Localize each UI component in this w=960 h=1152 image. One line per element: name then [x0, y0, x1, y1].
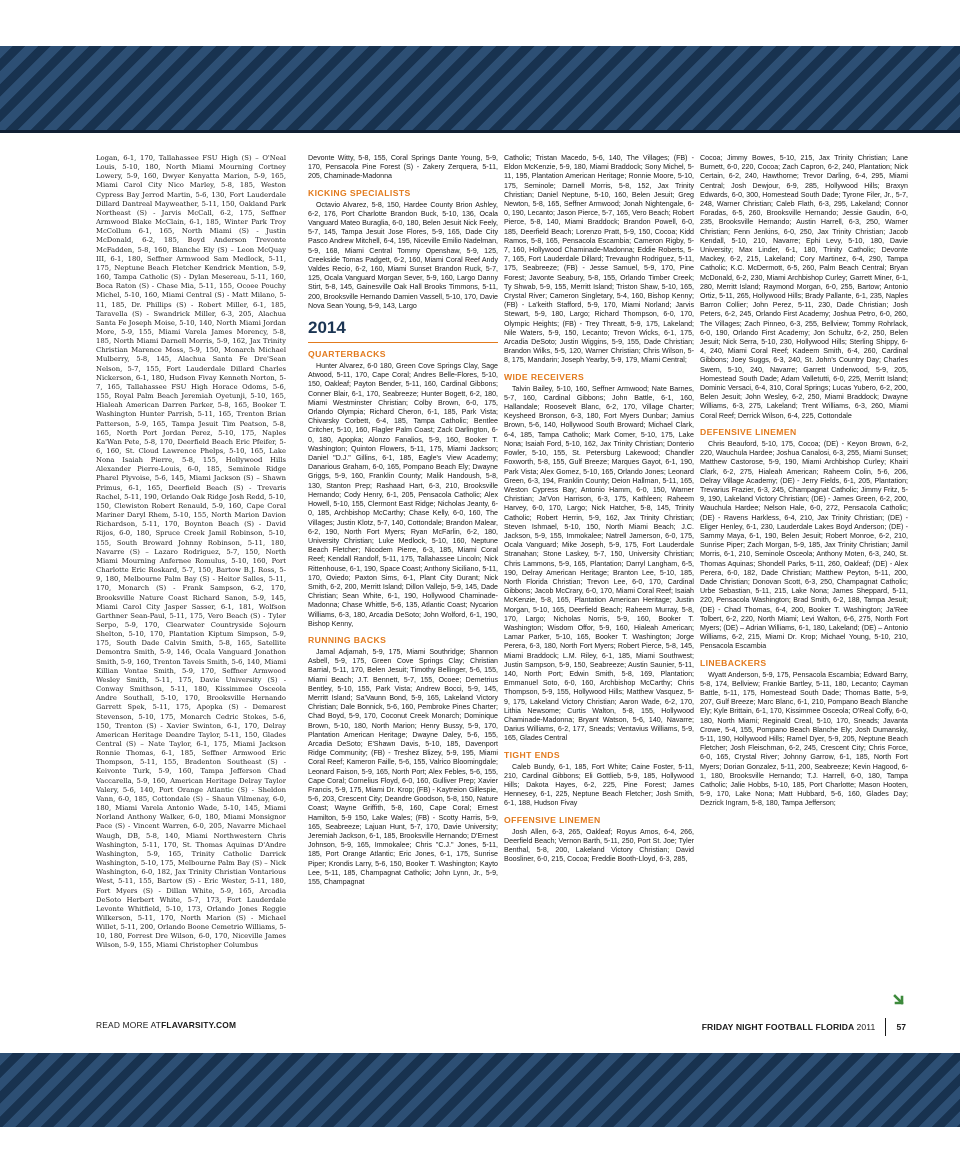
quarterbacks-list: Hunter Alvarez, 6-0 180, Green Cove Springs Clay, Sage Atwood, 5-11, 170, Cape Coral; Andres Belle-Flores, 5-10, 150, Oakleaf; Payton Bender, 5-11, 160, Cardinal Gibbons; Conner Blair, 6-1, 170, Seabreeze; Hunter Bogett, 6-2, 180, Miami Westminster Christian; Colby Brown, 6-0, 175, Orlando Olympia; Richard Cheron, 6-1, 185, Park Vista; Chivarsky Corbett, 6-4, 185, Tampa Catholic; Bentlee Critcher, 5-10, 160, Flagler Palm Coast; Zack Darlington, 6-0, 180, Apopka; Alonzo Fanalios, 5-9, 160, Booker T. Washington; Quinton Flowers, 5-11, 175, Miami Jackson; Daniel "D.J." Gillins, 6-1, 185, Eagle's View Academy; Danarious Graham, 6-0, 165, Pompano Beach Ely; Dwayne Griggs, 5-9, 160, Franklin County; Malik Handoush, 5-8, 130, Stanton Prep; Rashaad Hart, 6-3, 210, Brooksville Hernando; Cody Henry, 6-1, 205, Pensacola Catholic; Alex Howell, 5-10, 155, Clermont East Ridge; Nicholas Jeanty, 6-0, 185, Archbishop McCarthy; Chase Kelly, 6-0, 160, The Villages; Justin Klotz, 5-7, 140, Cottondale; Brandon Malear, 6-2, 190, North Fort Myers; Ryan McFarlin, 6-2, 180, University Christian; Luke Medlock, 5-10, 160, Neptune Beach Fletcher; Nicodem Pierre, 6-3, 185, Miami Coral Reef; Kendall Randolf, 5-11, 175, Tallahassee Lincoln; Nick Rittenhouse, 6-1, 190, Space Coast; Anthony Siciliano, 5-11, 170, Oviedo; Paxton Sims, 6-1, Plant City Durant; Nick Smith, 6-2, 200, Merritt Island; Dillon Vallejo, 5-9, 145, Dade Christian; Sean White, 6-1, 190, Hollywood Chaminade-Madonna; Chase Whittle, 5-6, 135, Atlantic Coast; Nycarion Williams, 6-3, 180, Arcadia DeSoto; John Wolford, 6-1, 190, Bishop Kenny,: [308, 362, 498, 628]
roster-text: Catholic; Tristan Macedo, 5-6, 140, The Villages; (FB) - Eldon McKenzie, 5-9, 180, Miami Braddock; Sony Michel, 5-11, 195, Plantation American Heritage; Ronnie Moore, 5-10, 175, Seminole; Darnell Morris, 5-8, 152, Jax Trinity Christian; Daniel Neptune, 5-10, 160, Belen Jesuit; Greg Newton, 5-8, 165, Seffner Armwood; Jonah Nightengale, 6-0, 190, Lecanto; Jason Pierce, 5-7, 165, Vero Beach; Robert Pierce, 5-8, 140, Miami Braddock; Brandon Powell, 6-0, 185, Deerfield Beach; Lorenzo Pratt, 5-9, 150, Cocoa; Kidd Ramos, 5-8, 165, Pensacola Escambia; Cameron Rigby, 5-7, 160, Hollywood Chaminade-Madonna; Eddie Roberts, 5-7, 165, Fort Lauderdale Dillard; Trevaughn Rodriguez, 5-11, 175, Seabreeze; (FB) - Jesse Samuel, 5-9, 170, Pine Forest; Javonte Seabury, 5-8, 155, Orlando Timber Creek; Ty Shwab, 5-9, 155, Merritt Island; Triston Shaw, 5-10, 165, Crystal River; Cameron Singletary, 5-4, 160, Bishop Kenny; (FB) - La'keith Stafford, 5-9, 170, Miami Norland; Jarvis Stewart, 5-9, 180, Largo; Richard Thompson, 6-0, 170, Olympic Heights; (FB) - Trey Threatt, 5-9, 175, Lakeland; Nile Waters, 5-9, 150, Lecanto; Trevon Wicks, 6-1, 175, Arcadia DeSoto; Justin Wiggins, 5-9, 155, Dade Christian; Brandon Wilks, 5-5, 120, Warner Christian; Chris Wilson, 5-8, 175, Mandarin; Joseph Yearby, 5-9, 179, Miami Central;: [504, 154, 694, 365]
header-stripe-edge: [0, 130, 960, 133]
section-heading-running-backs: RUNNING BACKS: [308, 634, 387, 645]
section-heading-linebackers: LINEBACKERS: [700, 657, 767, 668]
roster-text: Logan, 6-1, 170, Tallahassee FSU High (S) – O'Neal Louis, 5-10, 180, North Miami Mourning Cortney Lowery, 5-9, 160, Dwyer Kenyatta Marion, 5-9, 165, Miami Carol City Nico Marley, 5-8, 185, Weston Cypress Bay Jerrod Martin, 5-6, 130, Fort Lauderdale Dillard Dantreal Mayweather, 5-11, 150, Oakland Park Northeast (S) - Jarvis McCall, 6-2, 175, Seffner Armwood Blake McClain, 6-1, 185, Winter Park Troy McCollum 6-1, 165, North Miami (S) - Justin McDonald, 6-2, 185, Boyd Anderson Trevonte McFadden, 5-8, 160, Blanche Ely (S) – Leon McQuay III, 6-1, 180, Seffner Armwood Sam Medlock, 5-11, 175, Neptune Beach Fletcher Kendrick Mention, 5-9, 160, Tampa Catholic (S) - Dylan Mesereau, 5-11, 160, Boca Raton (S) - Chase Mia, 5-11, 155, Ocoee Pouchy Michel, 5-10, 160, Miami Central (S) - Matt Milano, 5-11, 185, Dr. Phillips (S) - Robert Miller, 6-1, 185, Taravella (S) - Swandrick Miller, 6-3, 205, Alachua Santa Fe Joseph Moise, 5-10, 140, North Miami Jordan More, 5-9, 155, Miami Varela James Morency, 5-8, 185, North Miami Darnell Morris, 5-9, 162, Jax Trinity Christian Marence Moss, 5-9, 150, Monarch Michael Mulberry, 5-8, 145, Alachua Santa Fe Dre'Sean Nelson, 5-7, 155, Fort Lauderdale Dillard Charles Nickerson, 6-1, 180, Hudson Fivay Kenneth Norton, 5-7, 165, Tallahassee FSU High Horace Odoms, 5-6, 155, Royal Palm Beach Jeremiah Oyetunji, 5-10, 165, Hialeah American Darren Parker, 5-8, 165, Booker T. Washington Hunter Parrish, 5-11, 165, Trenton Brian Patterson, 5-9, 165, Tampa Jesuit Tim Peatson, 5-8, 165, North Port Jordan Perez, 5-10, 175, Naples Ka'Wan Pete, 5-8, 170, Deerfield Beach Eric Pfeifer, 5-6, 160, St. Cloud Lawrence Phelps, 5-10, 165, Lake Nona Isaiah Pierre, 5-8, 155, Hollywood Hills Alexander Pierre-Louis, 6-0, 185, Seminole Ridge Pharel Plyvoise, 5-6, 145, Miami Jackson (S) – Shawn Primus, 6-1, 165, Deerfield Beach (S) - Trevaris Rachel, 5-11, 190, Orlando Oak Ridge Josh Redd, 5-10, 150, Clewiston Robert Renauld, 5-9, 160, Cape Coral Mariner Daryl Rhem, 5-10, 155, North Marion Davion Richardson, 5-11, 170, Boynton Beach (S) - David Rijos, 6-0, 180, Spruce Creek Jamil Robinson, 5-10, 155, South Broward Johnny Robinson, 5-11, 180, Navarre (S) – Lazaro Rodriguez, 5-7, 150, North Miami Mourning Anfernee Romulus, 5-10, 160, Port Charlotte Eric Roskard, 5-7, 150, Bartow B.J. Ross, 5-9, 180, Melbourne Palm Bay (S) - Heitor Salles, 5-11, 170, Monarch (S) - Frank Sampson, 6-2, 170, Brooksville Nature Coast Richard Sanon, 5-9, 145, Miami Carol City Jasper Sasser, 6-1, 181, Wolfson Garthner Sean-Paul, 5-11, 175, Vero Beach (S) - Tyler Serpo, 5-9, 170, Clearwater Countryside Sojourn Shelton, 5-10, 170, Plantation Kiptum Simpson, 5-9, 175, South Dade Calvin Smith, 5-8, 165, Satellite Demontra Smith, 5-9, 146, Ocala Vanguard Jonathon Smith, 5-9, 160, Trenton Taveis Smith, 5-6, 140, Miami Killian Vontae Smith, 5-9, 170, Seffner Armwood Wesley Smith, 5-11, 175, Davie University (S) - Conway Smithson, 5-11, 180, Kissimmee Osceola Andre Southall, 5-10, 170, Brooksville Hernando Garrett Spek, 5-11, 175, Apopka (S) - Demarest Stevenson, 5-10, 175, Monarch Cedric Stokes, 5-6, 150, Trenton (S) - Xavier Swinton, 6-1, 170, Delray American Heritage Deandre Taylor, 5-11, 150, Glades Central (S) – Nate Taylor, 6-1, 175, Miami Jackson Ronnie Thomas, 6-1, 185, Seffner Armwood Eric Thompson, 5-11, 155, Bradenton Southeast (S) - Keivonte Turk, 5-9, 160, Tampa Jefferson Chad Vaccarella, 5-9, 160, American Heritage Delray Taylor Valery, 5-6, 140, Port Orange Atlantic (S) - Sheldon Vann, 6-0, 185, Cottondale (S) – Shaun Vilmenay, 6-0, 180, Miami Varela Antonio Wade, 5-10, 145, Miami Norland Anthony Walker, 6-0, 180, Miami Monsignor Pace (S) - Vincent Warren, 6-0, 205, Navarre Michael Waugh, DB, 5-8, 140, Miami Northwestern Chris Washington, 5-11, 170, St. Thomas Aquinas D'Andre Washington, 5-9, 165, Trinity Catholic Darrick Washington, 5-10, 175, Melbourne Palm Bay (S) – Nick Washington, 6-0, 182, Jax Trinity Christian Vontarious West, 5-11, 155, Bartow (S) - Eric Wester, 5-11, 180, Fort Myers (S) - Dillan White, 5-9, 165, Arcadia DeSoto Herbert White, 5-7, 173, Fort Lauderdale Levonte Whitfield, 5-10, 173, Orlando Jones Reggie Wilkerson, 5-11, 170, North Marion (S) - Michael Willet, 5-11, 200, Orlando Boone Cemetrio Williams, 5-10, 180, Forrest Dre Wilson, 6-0, 170, Niceville James Wilson, 5-9, 155, Miami Christopher Columbus: [96, 154, 286, 950]
section-heading-wide-receivers: WIDE RECEIVERS: [504, 371, 585, 382]
tight-ends-list: Caleb Bundy, 6-1, 185, Fort White; Caine Foster, 5-11, 210, Cardinal Gibbons; Eli Gottlieb, 5-9, 185, Hollywood Hills; Dakota Hayes, 6-2, 225, Pine Forest; James Hennesey, 6-1, 225, Neptune Beach Fletcher; Josh Smith, 6-1, 188, Hudson Fivay: [504, 762, 694, 808]
section-heading-defensive-linemen: DEFENSIVE LINEMEN: [700, 426, 797, 437]
roster-columns: [96, 154, 908, 999]
section-heading-offensive-linemen: OFFENSIVE LINEMEN: [504, 814, 601, 825]
folio-divider: [885, 1018, 886, 1036]
column-3: [504, 154, 694, 999]
section-heading-kicking-specialists: KICKING SPECIALISTS: [308, 187, 411, 198]
publication-year: 2011: [856, 1022, 876, 1032]
footer-folio: [702, 1018, 906, 1036]
publication-name: [702, 1022, 876, 1032]
running-backs-list: Jamal Adjamah, 5-9, 175, Miami Southridge; Shannon Asbell, 5-9, 175, Green Cove Springs Clay; Christian Barrial, 5-11, 170, Belen Jesuit; Timothy Bellinger, 5-6, 155, Miami Beach; J.T. Bennett, 5-7, 155, Ocoee; Demetrius Bentley, 5-10, 155, Park Vista; Andrew Bocci, 5-9, 145, Merritt Island; Sa'Vaunn Bond, 5-9, 165, Lakeland Victory Christian; Dale Bonnick, 5-6, 160, Pembroke Pines Charter; Chad Boyd, 5-9, 170, Coconut Creek Monarch; Dominique Brown, 5-10, 180, North Marion; Henry Bussy, 5-9, 170, Plantation American Heritage; Dwayne Daley, 5-6, 155, Arcadia DeSoto; E'Shawn Davis, 5-10, 185, Davenport Ridge Community; (FB) - Treshez Blizey, 5-9, 195, Miami Coral Reef; Kameron Faille, 5-6, 155, Valrico Bloomingdale; Leonard Faison, 5-9, 165, North Port; Alex Febles, 5-6, 155, Cape Coral; Cornelius Floyd, 6-0, 160, Gulliver Prep; Xavier Francis, 5-9, 175, Miami Dr. Krop; (FB) - Kaytreion Gillespie, 5-6, 203, Crescent City; Deandre Goodson, 5-8, 150, Nature Coast; Wayne Griffith, 5-8, 160, Cape Coral; Ernest Hamilton, 5-9 150, Lake Wales; (FB) - Scotty Harris, 5-9, 165, Seabreeze; Lajuan Hunt, 5-7, 170, Davie University; Jeremiah Jackson, 6-1, 185, Brooksville Hernando; D'Ernest Johnson, 5-9, 165, Immokalee; Chris "C.J." Jones, 5-11, 185, Port Orange Atlantic; Eric Jones, 6-1, 175, Sunrise Piper; Krondis Larry, 5-6, 150, Booker T. Washington; Kayto Lee, 5-11, 185, Champagnat Catholic; John Lynn, Jr., 5-9, 155, Champagnat: [308, 647, 498, 887]
offensive-linemen-list: Josh Allen, 6-3, 265, Oakleaf; Royus Amos, 6-4, 266, Deerfield Beach; Vernon Barth, 5-11, 250, Port St. Joe; Tyler Benthal, 5-8, 200, Lakeland Victory Christian; David Boosliner, 6-0, 215, Cocoa; Freddie Booth-Lloyd, 6-3, 285,: [504, 827, 694, 864]
footer-stripe-band: [0, 1053, 960, 1127]
column-4: [700, 154, 908, 999]
kicking-specialists-list: Octavio Alvarez, 5-8, 150, Hardee County Brion Ashley, 6-2, 176, Port Charlotte Brandon Buck, 5-10, 136, Ocala Vanguard Mateo Buraglia, 6-0, 180, Belen Jesuit Nick Feely, 5-7, 145, Tampa Jesuit Jose Flores, 5-9, 165, Dade City Pasco Andrew Mitchell, 6-4, 195, Niceville Emilio Nadelman, 5-9, 168, Miami Central Tommy Openshaw, 5-9, 125, Creekside Tomas Padgett, 6-2, 160, Miami Coral Reef Andy Valdes Recio, 6-2, 160, Miami Sunset Brandon Ruck, 5-7, 125, Ocala Vanguard Morgan Sever, 5-9, 160, Largo Danny Stirt, 5-8, 145, Gainesville Oak Hall Brooks Timmons, 5-11, 200, Brooksville Hernando Damien Vassell, 5-10, 170, Davie Nova Sean Young, 5-9, 143, Largo: [308, 200, 498, 310]
roster-text: Devonte Witty, 5-8, 155, Coral Springs Dante Young, 5-9, 170, Pensacola Pine Forest (S) - Zakery Zerquera, 5-11, 205, Chaminade-Madonna: [308, 154, 498, 181]
column-1: [96, 154, 286, 999]
header-stripe-band: [0, 46, 960, 130]
page-number: 57: [896, 1022, 906, 1032]
section-heading-quarterbacks: QUARTERBACKS: [308, 349, 386, 360]
footer-read-more: [96, 1020, 236, 1030]
linebackers-list: Wyatt Anderson, 5-9, 175, Pensacola Escambia; Edward Barry, 5-8, 174, Bellview; Frankie Bartley, 5-11, 180, Lecanto; Cayman Battle, 5-11, 175, Homestead South Dade; Thomas Batte, 5-9, 207, Gulf Breeze; Marc Blanc, 6-1, 210, Pompano Beach Blanche Ely; Kyle Brittain, 6-1, 170, Kissimmee Osceola; O'Real Coffy, 6-0, 180, North Miami; Reginald Creal, 5-10, 170, Sneads; Javanta Crowe, 5-4, 155, Pompano Beach Blanche Ely; Josh Dumansky, 5-11, 190, Hollywood Hills; Ramel Dyer, 5-9, 205, Neptune Beach Fletcher; Josh Fleischman, 6-2, 245, Crescent City; Chris Force, 6-0, 165, Crystal River; Johnny Garrow, 6-1, 185, North Fort Myers; Dorian Gonzalez, 5-11, 200, Seabreeze; Kevin Hagood, 6-1, 180, Brooksville Hernando; T.J. Harrell, 6-0, 180, Tampa Catholic; Jalie Hobbs, 5-10, 185, Port Charlotte; Mason Hooten, 5-9, 170, Lake Nona; Matt Hubbard, 5-6, 160, Glades Day; Dezrick Ingram, 5-8, 180, Tampa Jefferson;: [700, 670, 908, 808]
roster-text: Cocoa; Jimmy Bowes, 5-10, 215, Jax Trinity Christian; Lane Burnett, 6-0, 220, Cocoa; Zach Capron, 6-2, 240, Plantation; Nick Certain, 6-2, 240, Hawthorne; Trevor Darling, 6-4, 295, Miami Central; Josh Dewjour, 6-9, 285, Hollywood Hills; Braxyn Edwards, 6-0, 300, Homestead South Dade; Tyrone Filer, Jr., 5-7, 248, Warner Christian; Caleb Flath, 6-3, 295, Lakeland; Connor Foradas, 6-5, 260, Brooksville Hernando; Jessie Gaudin, 6-0, 235, Brooksville Hernando; Austin Harrell, 6-3, 250, Warner Christian; Fenn Jenkins, 6-0, 250, Jax Trinity Christian; Jacob Kendall, 5-10, 210, Navarre; Ephi Levy, 5-10, 180, Davie University; Max Linder, 6-1, 180, Trinity Catholic; Devonte Mackey, 6-2, 215, Lakeland; Cory Martinez, 6-4, 290, Tampa Catholic; K.C. McDermott, 6-5, 260, Palm Beach Central; Bryan McDonald, 6-2, 230, Miami Archbishop Curley; Garrett Miner, 6-1, 280, Merritt Island; Raymond Morgan, 6-0, 255, Bartow; Antonio Ortiz, 5-11, 265, Hollywood Hills; Brady Pallante, 6-1, 235, Naples Barron Collier; John Perez, 5-11, 230, Dade Christian; Josh Peters, 6-2, 245, Orlando First Academy; Joshua Petro, 6-0, 260, The Villages; Zach Pinneo, 6-3, 255, Bellview; Tommy Rohrlack, 6-0, 190, Orlando First Academy; Jon Schultz, 6-2, 250, Belen Jesuit; Nick Serra, 5-10, 230, Hollywood Hills; Sterling Shippy, 6-4, 240, Miami Coral Reef; Kadeem Smith, 6-4, 260, Cardinal Gibbons; Joey Suggs, 6-3, 240, St. John's Country Day; Charles Swem, 5-10, 240, Navarre; Garrett Underwood, 5-9, 205, Homestead South Dade; Adam Valletutti, 6-0, 225, Merritt Island; Dominic Versaci, 6-4, 310, Coral Springs; Lucas Yubero, 6-2, 200, Belen Jesuit; John Wesley, 6-2, 250, Miami Braddock; Dwayne Williams, 6-3, 275, Lakeland; Trent Williams, 6-3, 260, Miami Coral Reef; Derrick Wilson, 6-4, 225, Cottondale: [700, 154, 908, 420]
class-year-heading: 2014: [308, 318, 346, 338]
year-divider: [308, 342, 498, 343]
section-heading-tight-ends: TIGHT ENDS: [504, 749, 561, 760]
column-2: [308, 154, 498, 999]
site-link[interactable]: FLAVARSITY.COM: [161, 1020, 237, 1030]
read-more-label: READ MORE AT: [96, 1020, 162, 1030]
publication-title: FRIDAY NIGHT FOOTBALL FLORIDA: [701, 1022, 855, 1032]
defensive-linemen-list: Chris Beauford, 5-10, 175, Cocoa; (DE) - Keyon Brown, 6-2, 220, Wauchula Hardee; Joshua Canalosi, 6-3, 255, Miami Sunset; Matthew Castorose, 5-9, 190, Miami Archbishop Curley; Khairi Clark, 6-2, 275, Hialeah American; Raheem Colin, 5-6, 206, Delray Village Academy; (DE) - Jerry Fields, 6-1, 205, Plantation; Trevarius Frazier, 6-3, 245, Champagnat Catholic; Jimmy Fritz, 5-9, 190, Lakeland Victory Christian; (DE) - James Green, 6-2, 200, Wauchula Hardee; Nelson Hale, 6-0, 272, Pensacola Catholic; (DE) - Ravens Harkless, 6-4, 210, Jax Trinity Christian; (DE) - Eliger Henley, 6-1, 230, Lauderdale Lakes Boyd Anderson; (DE) - Sammy Maya, 6-1, 190, Belen Jesuit; Robert Monroe, 6-2, 210, Sunrise Piper; Zach Morgan, 5-9, 185, Jax Trinity Christian; Jamil Morris, 6-1, 210, Seminole Osceola; Anthony Moten, 6-3, 240, St. Thomas Aquinas; Shondell Parks, 5-11, 260, Oakleaf; (DE) - Alex Perera, 6-0, 182, Dade Christian; Matthew Peyton, 5-11, 200, Dade Christian; Donovan Scott, 6-3, 250, Champagnat Catholic; Urbe Sebastian, 5-11, 215, Lake Nona; James Sheppard, 5-11, 220, Pensacola Washington; Brad Smith, 6-2, 188, Tampa Jesuit; (DE) - Chad Thomas, 6-4, 200, Booker T. Washington; Ja'Ree Tolbert, 6-2, 220, North Miami; Levi Walton, 6-6, 275, North Fort Myers; (DE) – Adrian Williams, 6-1, 180, Lakeland; (DE) – Antonio Williams, 6-2, 215, Miami Dr. Krop; Michael Young, 5-10, 210, Pensacola Escambia: [700, 439, 908, 651]
arrow-down-right-icon: [893, 993, 907, 1007]
wide-receivers-list: Talvin Bailey, 5-10, 160, Seffner Armwood; Nate Barnes, 5-7, 160, Cardinal Gibbons; John Battle, 6-1, 160, Hallandale; Roosevelt Blanc, 6-2, 170, Village Charter; Keysheed Bronson, 6-3, 180, Fort Myers Dunbar; Jamius Brown, 5-6, 140, Hollywood South Broward; Michael Clark, 6-4, 185, Tampa Catholic; Mark Comer, 5-10, 175, Lake Nona; Isaiah Ford, 5-10, 162, Jax Trinity Christian; Donterio Fowler, 5-10, 155, St. Petersburg Lakewood; Chandler Foxworth, 5-8, 155, Gulf Breeze; Marques Gayot, 6-1, 190, Park Vista; Alex Gomez, 5-10, 165, Orlando Jones; Leonard Green, 6-3, 194, Franklin County; Deion Hallman, 5-11, 165, Weston Cypress Bay; Antonio Hamm, 6-0, 150, Warner Christian; Ja'Von Harrison, 6-3, 175, Kathleen; Raheem Harvey, 6-0, 170, Largo; Nick Hatcher, 5-8, 145, Trinity Catholic; Robert Herrin, 5-9, 162, Jax Trinity Christian; Steven Ishmael, 5-10, 150, North Miami Beach; J.C. Jackson, 5-9, 155, Immokalee; Natrell Jamerson, 6-0, 175, Ocala Vanguard; Mike Joseph, 5-9, 175, Fort Lauderdale Stranahan; Stone Laskey, 5-7, 150, University Christian; Chris Lammons, 5-9, 165, Plantation; Darryl Langham, 6-5, 190, Delray American Heritage; Branton Lee, 5-10, 185, North Florida Christian; Trevon Lee, 6-0, 170, Cardinal Gibbons; Jacob McCrary, 6-0, 170, Miami Coral Reef; Isaiah McKenzie, 5-8, 165, Plantation American Heritage; Justin Morgan, 5-10, 165, Deerfield Beach; Raheem Murray, 5-8, 170, Largo; Nicholas Norris, 5-9, 160, Booker T. Washington; Wisdom Offor, 5-9, 160, Hialeah American; Lamar Parker, 5-10, 165, Booker T. Washington; Jorge Perera, 6-3, 180, North Fort Myers; Robert Pierce, 5-8, 145, Miami Braddock; L.M. Riley, 6-1, 185, Miami Southwest; Justin Sampson, 5-9, 150, Seabreeze; Austin Saunier, 5-11, 140, North Port; Edwin Smith, 5-8, 169, Plantation; Emmanuel Soto, 6-0, 160, Archbishop McCarthy; Chris Thompson, 5-9, 155, Hollywood Hills; Matthew Vasquez, 5-9, 175, Lakeland Victory Christian; Aaron Wade, 6-2, 170, Lithia Newsome; Curtis Walton, 5-8, 155, Hollywood Chaminade-Madonna; Bryant Watson, 5-6, 140, Navarre; Darius Williams, 6-2, 177, Sneads; Ventavius Williams, 5-9, 165, Glades Central: [504, 384, 694, 743]
